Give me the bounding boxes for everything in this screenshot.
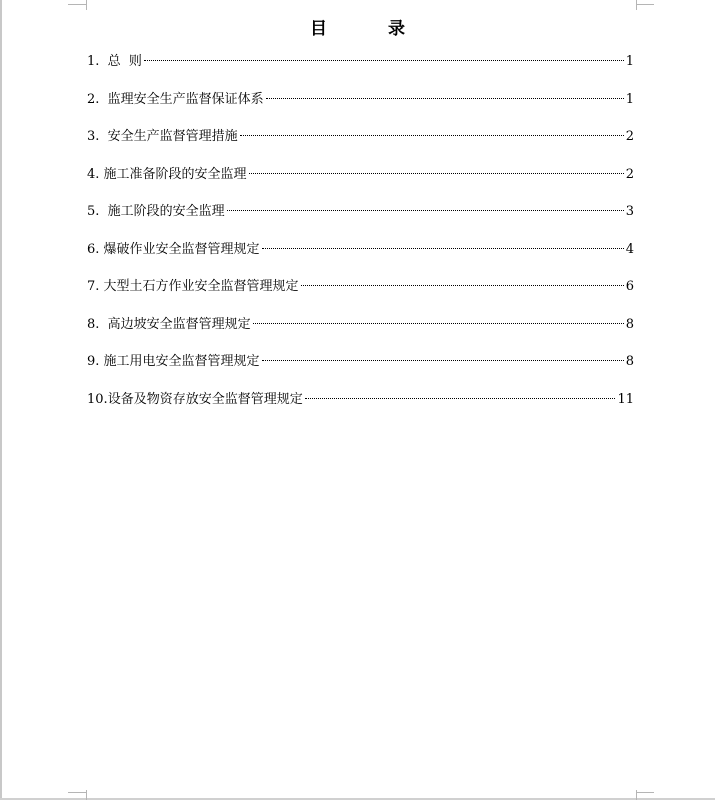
toc-entry-text: 爆破作业安全监督管理规定 (103, 241, 260, 257)
toc-entry-text: 施工用电安全监督管理规定 (103, 354, 260, 369)
table-of-contents (87, 52, 634, 427)
toc-entry-page: 8 (625, 354, 634, 369)
crop-mark-top-right-vertical (636, 0, 637, 10)
toc-entry-page: 2 (625, 129, 634, 144)
toc-entry[interactable] (87, 127, 634, 165)
toc-entry-page: 6 (625, 279, 634, 294)
toc-entry-number: 6. (87, 241, 104, 257)
crop-mark-bottom-right-vertical (636, 790, 637, 800)
toc-entry[interactable] (87, 352, 634, 390)
toc-dot-leader (301, 285, 624, 286)
toc-entry-number: 7. (87, 279, 104, 294)
toc-dot-leader (144, 60, 624, 61)
crop-mark-bottom-right (636, 792, 654, 793)
toc-entry-number: 2. (87, 91, 108, 107)
toc-dot-leader (249, 173, 624, 174)
toc-entry-text: 大型土石方作业安全监督管理规定 (103, 279, 299, 294)
toc-entry-text: 高边坡安全监督管理规定 (107, 316, 251, 332)
toc-entry[interactable] (87, 315, 634, 353)
toc-entry[interactable] (87, 165, 634, 203)
crop-mark-bottom-left (68, 792, 86, 793)
toc-entry-number: 1. (87, 54, 108, 69)
toc-entry-text: 监理安全生产监督保证体系 (107, 91, 264, 107)
page-left-edge (0, 0, 2, 800)
toc-entry-number: 3. (87, 129, 108, 144)
toc-entry-text: 设备及物资存放安全监督管理规定 (107, 391, 303, 407)
toc-entry-page: 4 (625, 241, 634, 257)
toc-entry[interactable] (87, 202, 634, 240)
toc-entry-page: 1 (625, 91, 634, 107)
toc-entry-number: 10. (87, 391, 108, 407)
toc-dot-leader (240, 135, 624, 136)
toc-title: 目 录 (310, 19, 427, 39)
toc-entry[interactable] (87, 52, 634, 90)
toc-dot-leader (262, 360, 624, 361)
toc-entry-number: 4. (87, 166, 104, 182)
crop-mark-top-right (636, 4, 654, 5)
toc-dot-leader (266, 98, 624, 99)
crop-mark-bottom-left-vertical (86, 790, 87, 800)
toc-entry-text: 施工阶段的安全监理 (107, 204, 225, 219)
toc-entry-text: 总 则 (107, 54, 142, 69)
toc-dot-leader (227, 210, 624, 211)
toc-entry-page: 1 (625, 54, 634, 69)
toc-entry-text: 安全生产监督管理措施 (107, 129, 238, 144)
toc-entry[interactable] (87, 277, 634, 315)
toc-entry-page: 3 (625, 204, 634, 219)
toc-entry-page: 11 (617, 391, 634, 407)
toc-entry-text: 施工准备阶段的安全监理 (103, 166, 247, 182)
toc-entry[interactable] (87, 390, 634, 428)
toc-entry-number: 8. (87, 316, 108, 332)
toc-entry[interactable] (87, 240, 634, 278)
toc-entry-number: 5. (87, 204, 108, 219)
toc-dot-leader (253, 323, 624, 324)
toc-entry[interactable] (87, 90, 634, 128)
crop-mark-top-left-vertical (86, 0, 87, 10)
crop-mark-top-left (68, 4, 86, 5)
toc-entry-page: 8 (625, 316, 634, 332)
toc-dot-leader (305, 398, 616, 399)
toc-dot-leader (262, 248, 624, 249)
toc-entry-number: 9. (87, 354, 104, 369)
toc-entry-page: 2 (625, 166, 634, 182)
